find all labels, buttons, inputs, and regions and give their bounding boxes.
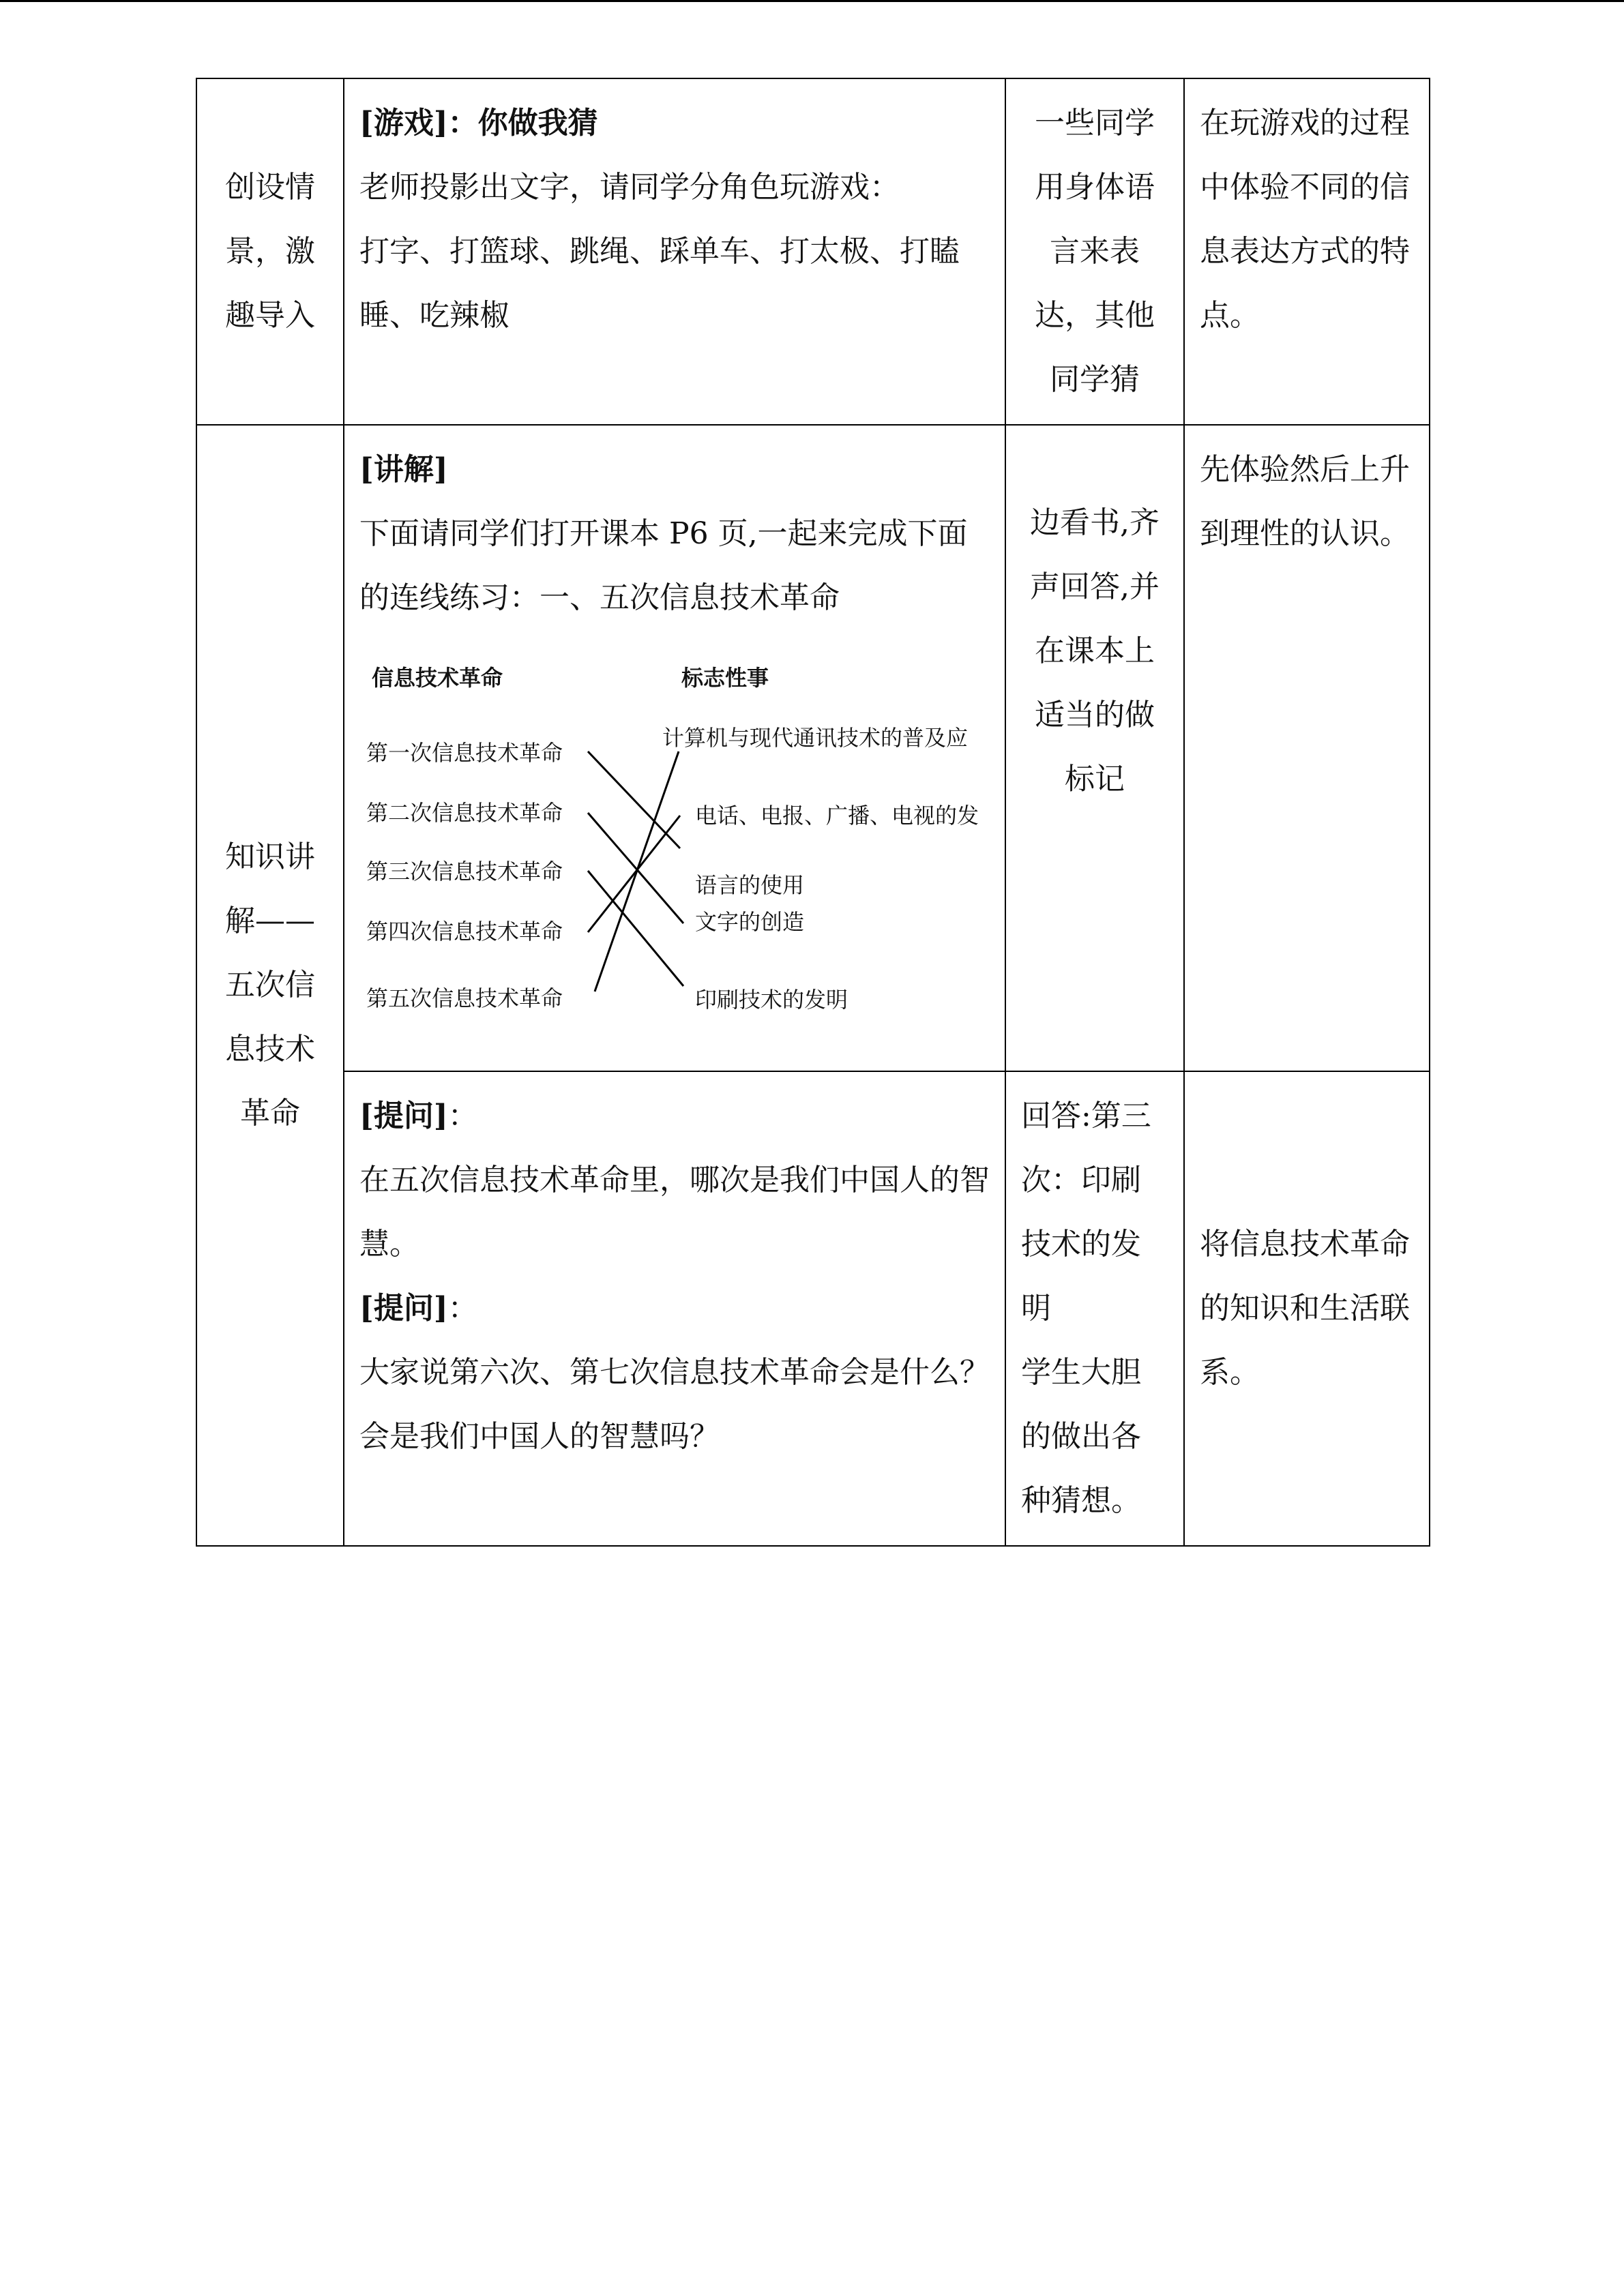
question-2-text: 大家说第六次、第七次信息技术革命会是什么？会是我们中国人的智慧吗？ <box>359 1355 990 1454</box>
right-item-5: 印刷技术的发明 <box>695 987 848 1013</box>
matching-diagram <box>359 637 1014 1053</box>
lecture-title: [讲解] <box>359 452 448 487</box>
design-intent-questions: 将信息技术革命的知识和生活联系。 <box>1200 1227 1410 1390</box>
content-cell-lecture <box>344 425 1005 1071</box>
question-1-colon: ： <box>447 1099 478 1133</box>
stage-label-intro: 创设情景，激趣导入 <box>225 170 315 333</box>
intent-cell-intro <box>1184 78 1430 425</box>
stage-label-knowledge: 知识讲解——五次信息技术革命 <box>225 839 315 1131</box>
lesson-plan-table <box>196 78 1430 1547</box>
student-cell-lecture <box>1005 425 1184 1071</box>
student-activity-lecture: 边看书,齐声回答,并在课本上适当的做标记 <box>1030 505 1160 796</box>
diagram-left-header: 信息技术革命 <box>372 665 503 691</box>
lecture-intro: 下面请同学们打开课本 P6 页,一起来完成下面的连线练习：一、五次信息技术革命 <box>359 516 968 615</box>
question-1-text: 在五次信息技术革命里，哪次是我们中国人的智慧。 <box>359 1163 990 1262</box>
left-item-1: 第一次信息技术革命 <box>366 740 563 766</box>
match-line-5 <box>595 751 679 992</box>
game-instruction: 老师投影出文字，请同学分角色玩游戏： <box>359 170 900 205</box>
student-activity-intro: 一些同学用身体语言来表达，其他同学猜 <box>1035 106 1155 397</box>
question-2-label: [提问] <box>359 1291 448 1326</box>
student-answer-1: 回答:第三次：印刷技术的发明 <box>1021 1099 1151 1326</box>
design-intent-intro: 在玩游戏的过程中体验不同的信息表达方式的特点。 <box>1200 106 1410 333</box>
match-line-4 <box>588 816 680 932</box>
right-item-1: 计算机与现代通讯技术的普及应 <box>662 725 969 751</box>
intent-cell-questions <box>1184 1071 1430 1546</box>
diagram-right-header: 标志性事 <box>681 665 769 691</box>
student-answer-2: 学生大胆的做出各种猜想。 <box>1021 1355 1141 1518</box>
table-row-lecture <box>196 425 1430 1071</box>
design-intent-lecture: 先体验然后上升到理性的认识。 <box>1200 452 1410 551</box>
right-item-4: 文字的创造 <box>695 909 805 935</box>
table-row-questions <box>196 1071 1430 1546</box>
student-cell-intro <box>1005 78 1184 425</box>
content-cell-intro <box>344 78 1005 425</box>
game-activities: 打字、打篮球、跳绳、踩单车、打太极、打瞌睡、吃辣椒 <box>359 234 960 333</box>
game-title: [游戏]：你做我猜 <box>359 106 598 140</box>
right-item-2: 电话、电报、广播、电视的发 <box>695 803 979 829</box>
stage-cell-intro <box>196 78 344 425</box>
left-item-4: 第四次信息技术革命 <box>366 919 563 944</box>
left-item-3: 第三次信息技术革命 <box>366 859 563 884</box>
stage-cell-knowledge <box>196 425 344 1546</box>
question-2-colon: ： <box>447 1291 478 1326</box>
right-item-3: 语言的使用 <box>695 872 805 898</box>
student-cell-questions <box>1005 1071 1184 1546</box>
content-cell-questions <box>344 1071 1005 1546</box>
question-1-label: [提问] <box>359 1099 448 1133</box>
intent-cell-lecture <box>1184 425 1430 1071</box>
table-row-intro <box>196 78 1430 425</box>
top-rule <box>0 0 1624 2</box>
left-item-2: 第二次信息技术革命 <box>366 800 563 826</box>
left-item-5: 第五次信息技术革命 <box>366 985 563 1011</box>
